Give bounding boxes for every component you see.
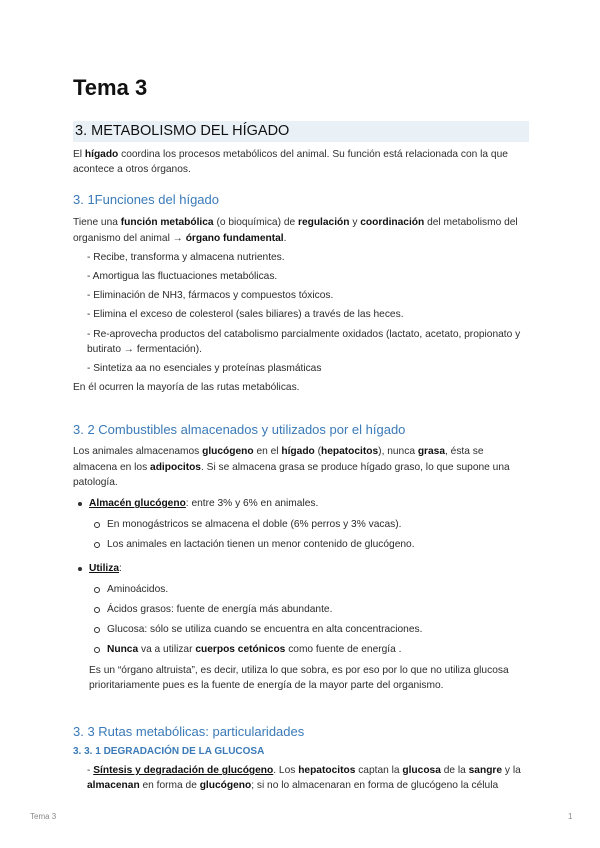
list-item-storage: Almacén glucógeno: entre 3% y 6% en animales. — [73, 496, 529, 511]
functions-intro: Tiene una función metabólica (o bioquímica) de regulación y coordinación del metabolismo del organismo del animal → órgano fundamental. — [73, 217, 518, 244]
functions-list — [73, 250, 529, 376]
page-content — [73, 74, 529, 793]
list-subitem: En monogástricos se almacena el doble (6% perros y 3% vacas). — [73, 517, 529, 532]
list-item-uses: Utiliza: — [73, 561, 529, 576]
fuels-intro: Los animales almacenamos glucógeno en el hígado (hepatocitos), nunca grasa, ésta se almacena en los adipocitos. Si se almacena grasa se produce hígado graso, lo que supone una patología. — [73, 446, 510, 488]
page-number: 1 — [568, 812, 573, 821]
list-item: - Recibe, transforma y almacena nutrientes. — [87, 251, 285, 263]
glycogen-paragraph: - Síntesis y degradación de glucógeno. Los hepatocitos captan la glucosa de la sangre y la almacenan en forma de glucógeno; si no lo almacenaran en forma de glucógeno la célula — [87, 765, 521, 792]
list-subitem: Aminoácidos. — [73, 582, 529, 597]
list-item: - Re-aprovecha productos del catabolismo parcialmente oxidados (lactato, acetato, propionato y butirato → fermentación). — [87, 328, 521, 355]
subsection-heading-functions: 3. 1Funciones del hígado — [73, 192, 219, 208]
list-item: - Elimina el exceso de colesterol (sales biliares) a través de las heces. — [87, 309, 404, 321]
subsection-heading-fuels: 3. 2 Combustibles almacenados y utilizados por el hígado — [73, 422, 406, 438]
altruist-note: Es un “órgano altruista”, es decir, utiliza lo que sobra, es por eso por lo que no utiliza glucosa prioritariamente pues es la fuente de energía de la mayor parte del organismo. — [89, 664, 509, 691]
subsubsection-heading: 3. 3. 1 DEGRADACIÓN DE LA GLUCOSA — [73, 746, 265, 758]
section-heading: 3. METABOLISMO DEL HÍGADO — [73, 121, 529, 142]
footer-title: Tema 3 — [30, 812, 57, 821]
list-item: - Sintetiza aa no esenciales y proteínas plasmáticas — [87, 363, 322, 375]
list-item: - Eliminación de NH3, fármacos y compuestos tóxicos. — [87, 290, 334, 302]
section-intro: El hígado coordina los procesos metabólicos del animal. Su función está relacionada con la que acontece a otros órganos. — [73, 149, 508, 176]
list-subitem: Los animales en lactación tienen un menor contenido de glucógeno. — [73, 537, 529, 552]
list-subitem: Ácidos grasos: fuente de energía más abundante. — [73, 602, 529, 617]
list-subitem: Glucosa: sólo se utiliza cuando se encuentra en alta concentraciones. — [73, 622, 529, 637]
list-subitem: Nunca va a utilizar cuerpos cetónicos como fuente de energía . — [73, 642, 529, 657]
fuels-list — [73, 496, 529, 693]
list-item: - Amortigua las fluctuaciones metabólicas. — [87, 271, 278, 283]
functions-closing: En él ocurren la mayoría de las rutas metabólicas. — [73, 382, 300, 394]
document-title: Tema 3 — [73, 75, 148, 100]
subsection-heading-routes: 3. 3 Rutas metabólicas: particularidades — [73, 724, 305, 740]
